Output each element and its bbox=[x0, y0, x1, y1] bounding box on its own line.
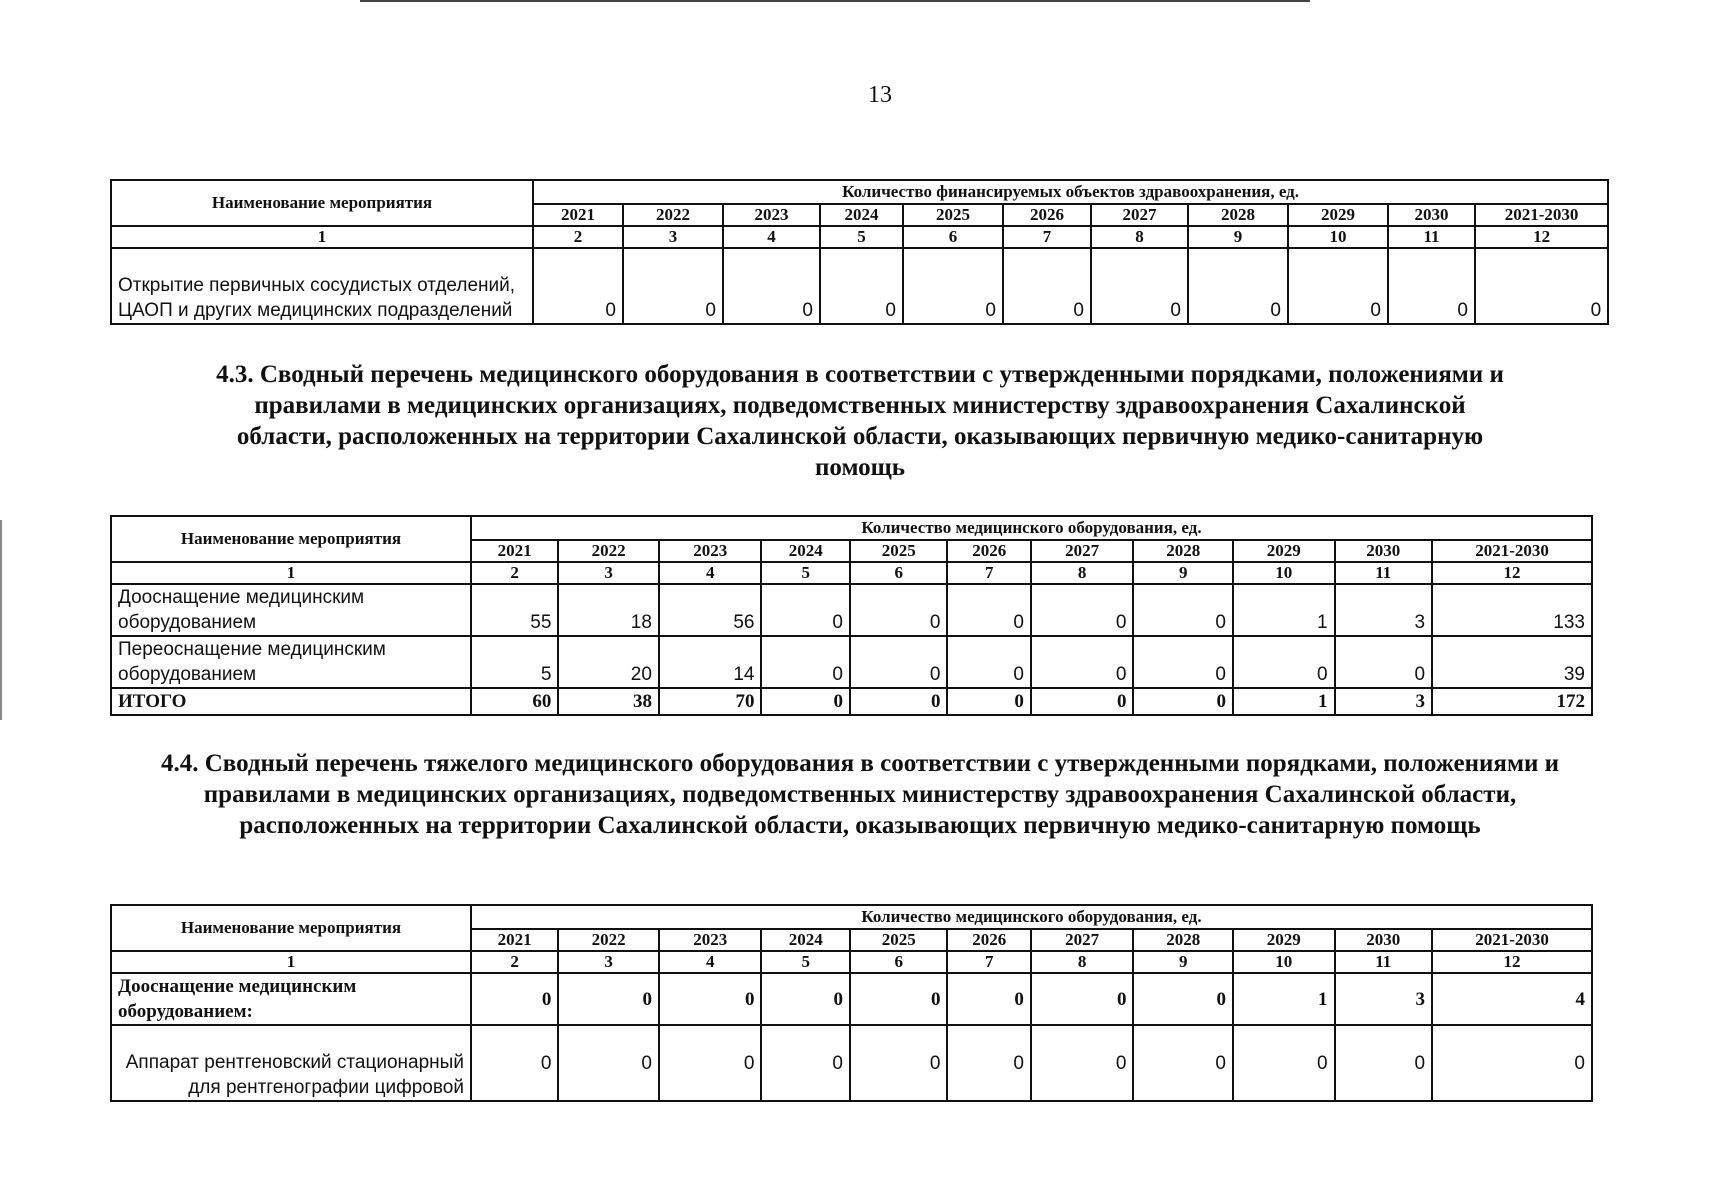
total-label: ИТОГО bbox=[111, 688, 471, 715]
year-header: 2025 bbox=[850, 540, 948, 562]
column-number: 7 bbox=[947, 562, 1030, 584]
total-cell: 0 bbox=[1133, 688, 1233, 715]
value-cell: 0 bbox=[471, 1025, 558, 1101]
row-label: Переоснащение медицинским оборудованием bbox=[111, 636, 471, 688]
group-header: Количество медицинского оборудования, ед. bbox=[471, 905, 1592, 929]
table-row bbox=[111, 248, 1608, 324]
value-cell: 0 bbox=[947, 584, 1030, 636]
group-header: Количество финансируемых объектов здравоохранения, ед. bbox=[533, 180, 1608, 204]
table-row bbox=[111, 584, 1592, 636]
value-cell: 0 bbox=[558, 973, 659, 1025]
value-cell: 1 bbox=[1233, 973, 1335, 1025]
value-cell: 0 bbox=[1388, 248, 1475, 324]
year-header: 2027 bbox=[1091, 204, 1188, 226]
value-cell: 55 bbox=[471, 584, 558, 636]
value-cell: 0 bbox=[1133, 636, 1233, 688]
column-number: 12 bbox=[1432, 951, 1592, 973]
year-header: 2025 bbox=[903, 204, 1003, 226]
year-header: 2028 bbox=[1188, 204, 1288, 226]
total-cell: 0 bbox=[761, 688, 849, 715]
column-number-row bbox=[111, 562, 1592, 584]
value-cell: 0 bbox=[1335, 1025, 1433, 1101]
column-number: 8 bbox=[1091, 226, 1188, 248]
column-number-row bbox=[111, 226, 1608, 248]
name-header: Наименование мероприятия bbox=[111, 516, 471, 562]
value-cell: 0 bbox=[1288, 248, 1388, 324]
year-header: 2030 bbox=[1335, 540, 1433, 562]
value-cell: 0 bbox=[1432, 1025, 1592, 1101]
total-cell: 172 bbox=[1432, 688, 1592, 715]
value-cell: 0 bbox=[1133, 1025, 1233, 1101]
value-cell: 0 bbox=[1031, 973, 1134, 1025]
column-number: 4 bbox=[659, 562, 762, 584]
value-cell: 0 bbox=[1188, 248, 1288, 324]
column-number: 1 bbox=[111, 562, 471, 584]
total-cell: 3 bbox=[1335, 688, 1433, 715]
column-number: 7 bbox=[1003, 226, 1091, 248]
year-header: 2021 bbox=[471, 540, 558, 562]
value-cell: 0 bbox=[1031, 584, 1134, 636]
row-label: Аппарат рентгеновский стационарный для рентгенографии цифровой bbox=[111, 1025, 471, 1101]
column-number: 5 bbox=[761, 951, 849, 973]
section-4-4-title: 4.4. Сводный перечень тяжелого медицинского оборудования в соответствии с утвержденными порядками, положениями и правилами в медицинских организациях, подведомственных министерству здравоохранения Сахалинской области, расположенных на территории Сахалинской области, оказывающих первичную медико-санитарную помощь bbox=[160, 750, 1560, 839]
column-number: 11 bbox=[1388, 226, 1475, 248]
value-cell: 0 bbox=[1133, 973, 1233, 1025]
year-header: 2028 bbox=[1133, 540, 1233, 562]
column-number: 2 bbox=[471, 562, 558, 584]
year-header: 2027 bbox=[1031, 929, 1134, 951]
total-cell: 70 bbox=[659, 688, 762, 715]
year-header: 2024 bbox=[820, 204, 903, 226]
value-cell: 3 bbox=[1335, 584, 1433, 636]
value-cell: 0 bbox=[903, 248, 1003, 324]
year-header: 2022 bbox=[558, 540, 659, 562]
value-cell: 0 bbox=[820, 248, 903, 324]
year-header: 2026 bbox=[1003, 204, 1091, 226]
row-label: Дооснащение медицинским оборудованием: bbox=[111, 973, 471, 1025]
table-financed-facilities bbox=[110, 179, 1609, 325]
total-row bbox=[111, 688, 1592, 715]
year-header: 2024 bbox=[761, 540, 849, 562]
column-number: 1 bbox=[111, 226, 533, 248]
value-cell: 0 bbox=[1003, 248, 1091, 324]
value-cell: 4 bbox=[1432, 973, 1592, 1025]
year-header: 2027 bbox=[1031, 540, 1134, 562]
column-number: 3 bbox=[623, 226, 723, 248]
year-header: 2021 bbox=[533, 204, 623, 226]
column-number: 11 bbox=[1335, 562, 1433, 584]
year-header: 2024 bbox=[761, 929, 849, 951]
year-header: 2029 bbox=[1288, 204, 1388, 226]
year-header: 2021 bbox=[471, 929, 558, 951]
value-cell: 133 bbox=[1432, 584, 1592, 636]
value-cell: 0 bbox=[1091, 248, 1188, 324]
column-number: 5 bbox=[820, 226, 903, 248]
table-medical-equipment bbox=[110, 515, 1593, 716]
value-cell: 0 bbox=[1335, 636, 1433, 688]
section-4-3-title: 4.3. Сводный перечень медицинского оборудования в соответствии с утвержденными порядками, положениями и правилами в медицинских организациях, подведомственных министерству здравоохранения Сахалинской области, расположенных на территории Сахалинской области, оказывающих первичную медико-санитарную помощь bbox=[216, 361, 1504, 481]
table-row bbox=[111, 1025, 1592, 1101]
year-header: 2021-2030 bbox=[1475, 204, 1608, 226]
value-cell: 0 bbox=[1475, 248, 1608, 324]
year-header: 2026 bbox=[947, 540, 1030, 562]
value-cell: 56 bbox=[659, 584, 762, 636]
year-header: 2030 bbox=[1335, 929, 1433, 951]
column-number: 1 bbox=[111, 951, 471, 973]
value-cell: 14 bbox=[659, 636, 762, 688]
total-cell: 0 bbox=[947, 688, 1030, 715]
value-cell: 0 bbox=[533, 248, 623, 324]
table-heavy-medical-equipment bbox=[110, 904, 1593, 1102]
year-header: 2023 bbox=[659, 540, 762, 562]
value-cell: 0 bbox=[761, 584, 849, 636]
row-label: Открытие первичных сосудистых отделений, ЦАОП и других медицинских подразделений bbox=[111, 248, 533, 324]
column-number: 4 bbox=[723, 226, 820, 248]
name-header: Наименование мероприятия bbox=[111, 180, 533, 226]
year-header: 2030 bbox=[1388, 204, 1475, 226]
column-number: 2 bbox=[533, 226, 623, 248]
column-number: 9 bbox=[1133, 951, 1233, 973]
column-number: 11 bbox=[1335, 951, 1433, 973]
value-cell: 0 bbox=[1031, 636, 1134, 688]
value-cell: 20 bbox=[558, 636, 659, 688]
value-cell: 0 bbox=[947, 636, 1030, 688]
value-cell: 0 bbox=[1233, 1025, 1335, 1101]
column-number: 4 bbox=[659, 951, 762, 973]
value-cell: 0 bbox=[623, 248, 723, 324]
page-number: 13 bbox=[868, 82, 892, 108]
year-header: 2022 bbox=[623, 204, 723, 226]
table-row bbox=[111, 636, 1592, 688]
year-header: 2023 bbox=[659, 929, 762, 951]
row-label: Дооснащение медицинским оборудованием bbox=[111, 584, 471, 636]
column-number: 9 bbox=[1188, 226, 1288, 248]
year-header: 2021-2030 bbox=[1432, 929, 1592, 951]
year-header: 2026 bbox=[947, 929, 1030, 951]
value-cell: 0 bbox=[761, 973, 849, 1025]
value-cell: 0 bbox=[1133, 584, 1233, 636]
value-cell: 5 bbox=[471, 636, 558, 688]
column-number: 10 bbox=[1288, 226, 1388, 248]
column-number: 3 bbox=[558, 562, 659, 584]
value-cell: 0 bbox=[850, 584, 948, 636]
value-cell: 0 bbox=[659, 973, 762, 1025]
year-header: 2028 bbox=[1133, 929, 1233, 951]
left-scan-edge bbox=[0, 520, 2, 720]
year-header: 2029 bbox=[1233, 540, 1335, 562]
value-cell: 0 bbox=[723, 248, 820, 324]
column-number: 7 bbox=[947, 951, 1030, 973]
total-cell: 1 bbox=[1233, 688, 1335, 715]
total-cell: 60 bbox=[471, 688, 558, 715]
year-header: 2029 bbox=[1233, 929, 1335, 951]
table-row bbox=[111, 973, 1592, 1025]
column-number: 9 bbox=[1133, 562, 1233, 584]
total-cell: 0 bbox=[850, 688, 948, 715]
column-number: 6 bbox=[850, 951, 948, 973]
value-cell: 0 bbox=[850, 1025, 948, 1101]
value-cell: 0 bbox=[947, 1025, 1030, 1101]
top-scan-rule bbox=[360, 0, 1310, 2]
value-cell: 0 bbox=[947, 973, 1030, 1025]
year-header: 2022 bbox=[558, 929, 659, 951]
value-cell: 0 bbox=[1031, 1025, 1134, 1101]
column-number: 8 bbox=[1031, 951, 1134, 973]
value-cell: 0 bbox=[659, 1025, 762, 1101]
name-header: Наименование мероприятия bbox=[111, 905, 471, 951]
value-cell: 0 bbox=[1233, 636, 1335, 688]
column-number: 6 bbox=[850, 562, 948, 584]
column-number: 12 bbox=[1475, 226, 1608, 248]
column-number: 10 bbox=[1233, 951, 1335, 973]
value-cell: 18 bbox=[558, 584, 659, 636]
value-cell: 3 bbox=[1335, 973, 1433, 1025]
total-cell: 0 bbox=[1031, 688, 1134, 715]
column-number: 10 bbox=[1233, 562, 1335, 584]
group-header: Количество медицинского оборудования, ед. bbox=[471, 516, 1592, 540]
column-number: 12 bbox=[1432, 562, 1592, 584]
column-number: 8 bbox=[1031, 562, 1134, 584]
column-number: 6 bbox=[903, 226, 1003, 248]
column-number: 2 bbox=[471, 951, 558, 973]
value-cell: 39 bbox=[1432, 636, 1592, 688]
column-number-row bbox=[111, 951, 1592, 973]
value-cell: 0 bbox=[761, 636, 849, 688]
value-cell: 0 bbox=[761, 1025, 849, 1101]
value-cell: 0 bbox=[558, 1025, 659, 1101]
column-number: 5 bbox=[761, 562, 849, 584]
value-cell: 0 bbox=[850, 636, 948, 688]
total-cell: 38 bbox=[558, 688, 659, 715]
value-cell: 0 bbox=[471, 973, 558, 1025]
year-header: 2021-2030 bbox=[1432, 540, 1592, 562]
year-header: 2025 bbox=[850, 929, 948, 951]
value-cell: 0 bbox=[850, 973, 948, 1025]
year-header: 2023 bbox=[723, 204, 820, 226]
column-number: 3 bbox=[558, 951, 659, 973]
value-cell: 1 bbox=[1233, 584, 1335, 636]
